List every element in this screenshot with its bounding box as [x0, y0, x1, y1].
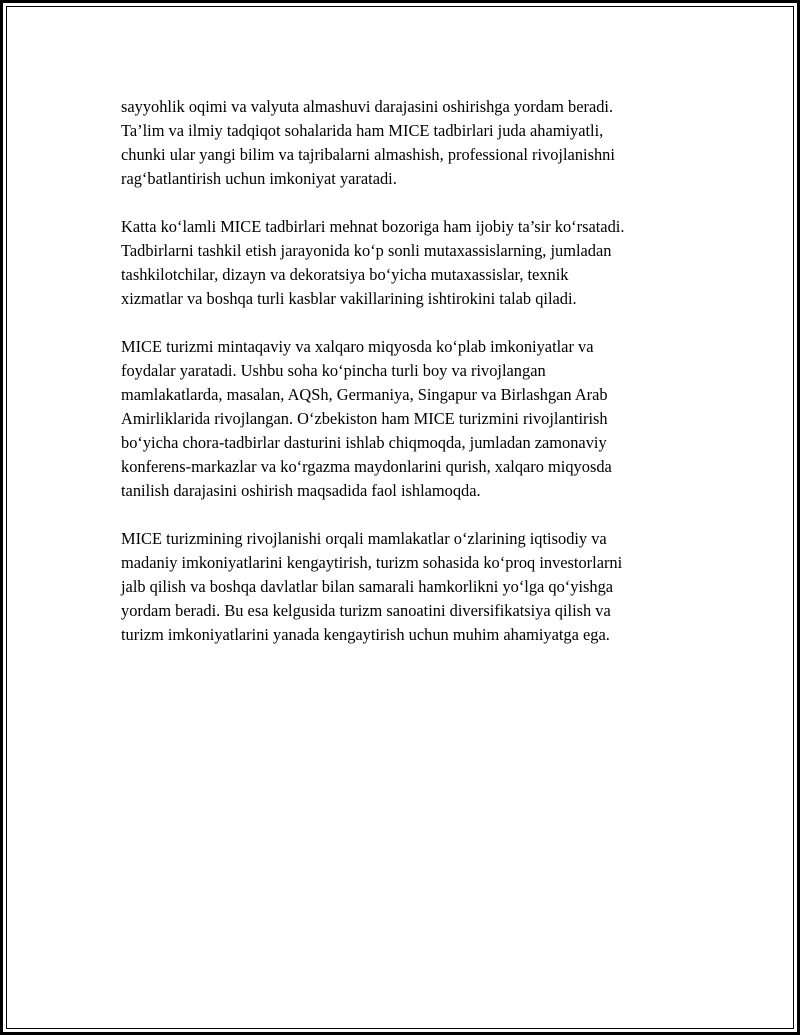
text-line: tanilish darajasini oshirish maqsadida faol ishlamoqda.: [121, 481, 481, 500]
text-line: rag‘batlantirish uchun imkoniyat yaratadi.: [121, 169, 397, 188]
text-line: chunki ular yangi bilim va tajribalarni almashish, professional rivojlanishni: [121, 145, 615, 164]
text-line: madaniy imkoniyatlarini kengaytirish, turizm sohasida ko‘proq investorlarni: [121, 553, 623, 572]
text-line: bo‘yicha chora-tadbirlar dasturini ishlab chiqmoqda, jumladan zamonaviy: [121, 433, 607, 452]
text-line: mamlakatlarda, masalan, AQSh, Germaniya, Singapur va Birlashgan Arab: [121, 385, 608, 404]
text-line: konferens-markazlar va ko‘rgazma maydonlarini qurish, xalqaro miqyosda: [121, 457, 612, 476]
text-line: tashkilotchilar, dizayn va dekoratsiya bo‘yicha mutaxassislar, texnik: [121, 265, 569, 284]
text-line: foydalar yaratadi. Ushbu soha ko‘pincha turli boy va rivojlangan: [121, 361, 546, 380]
text-line: MICE turizmining rivojlanishi orqali mamlakatlar o‘zlarining iqtisodiy va: [121, 529, 607, 548]
paragraph-4: [121, 527, 693, 647]
text-line: MICE turizmi mintaqaviy va xalqaro miqyosda ko‘plab imkoniyatlar va: [121, 337, 594, 356]
text-line: sayyohlik oqimi va valyuta almashuvi darajasini oshirishga yordam beradi.: [121, 97, 614, 116]
text-line: turizm imkoniyatlarini yanada kengaytirish uchun muhim ahamiyatga ega.: [121, 625, 610, 644]
paragraph-2: [121, 215, 693, 311]
text-line: yordam beradi. Bu esa kelgusida turizm sanoatini diversifikatsiya qilish va: [121, 601, 611, 620]
text-line: xizmatlar va boshqa turli kasblar vakillarining ishtirokini talab qiladi.: [121, 289, 577, 308]
text-line: Katta ko‘lamli MICE tadbirlari mehnat bozoriga ham ijobiy ta’sir ko‘rsatadi.: [121, 217, 625, 236]
paragraph-3: [121, 335, 693, 503]
paragraph-1: [121, 95, 693, 191]
text-line: jalb qilish va boshqa davlatlar bilan samarali hamkorlikni yo‘lga qo‘yishga: [121, 577, 614, 596]
document-body: [121, 95, 693, 671]
text-line: Ta’lim va ilmiy tadqiqot sohalarida ham MICE tadbirlari juda ahamiyatli,: [121, 121, 604, 140]
text-line: Tadbirlarni tashkil etish jarayonida ko‘p sonli mutaxassislarning, jumladan: [121, 241, 612, 260]
text-line: Amirliklarida rivojlangan. O‘zbekiston ham MICE turizmini rivojlantirish: [121, 409, 608, 428]
